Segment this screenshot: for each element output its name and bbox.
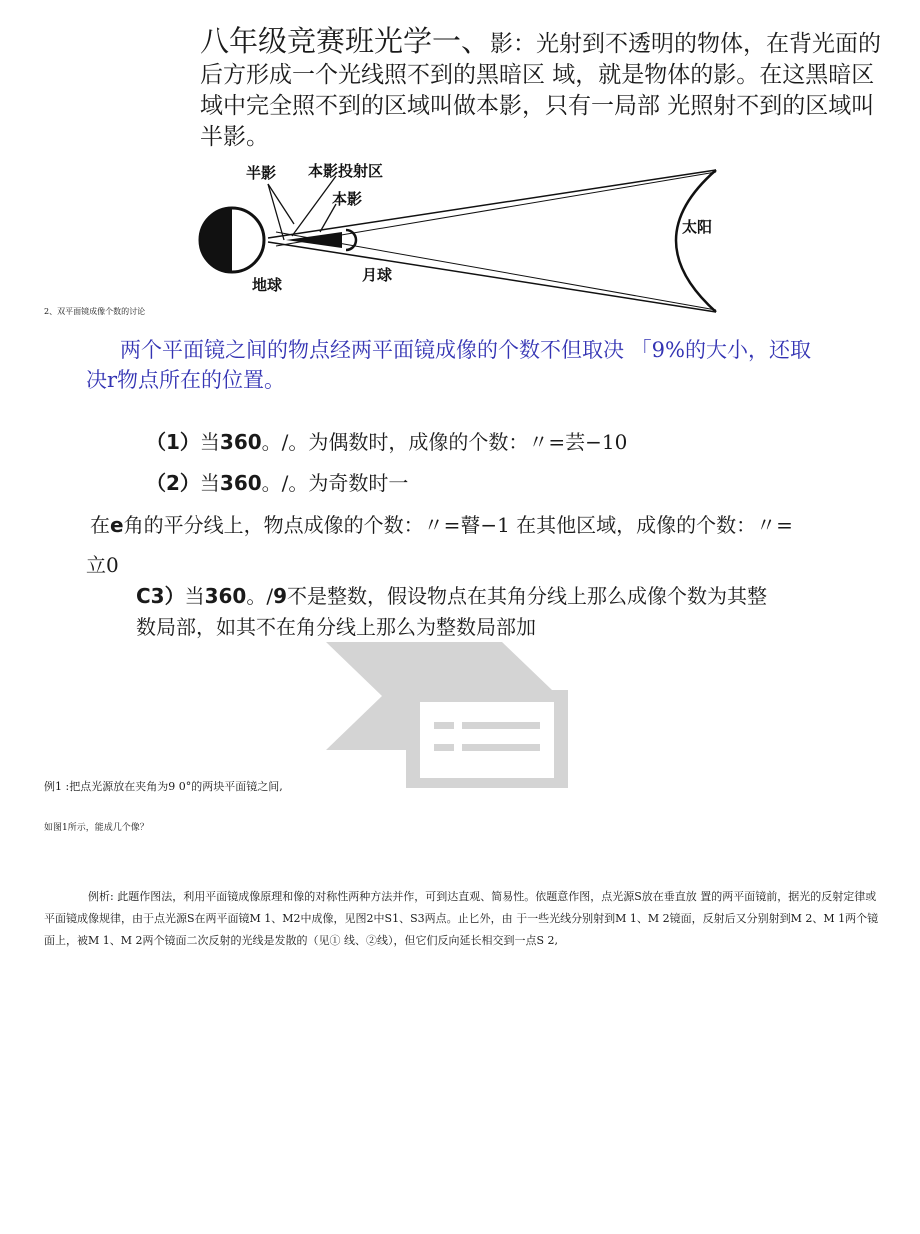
case-1-text: 。/。为偶数时，成像的个数：〃=芸−1 [261,430,615,454]
pointer-line [268,184,284,240]
case-2 [146,468,408,498]
example-prompt: 如图1所示，能成几个像？ [44,823,149,833]
case-2-line2 [90,510,793,540]
mirror-intro-line2: 决r物点所在的位置。 [86,368,286,392]
case-3-value: 360 [204,584,247,608]
case-1-value: 360 [219,430,262,454]
label-sun: 太阳 [682,218,713,236]
case-2-value: 360 [219,471,262,495]
case-3-line2: 数局部，如其不在角分线上那么为整数局部加 [136,615,536,639]
pointer-line [268,184,294,224]
case-2-line2-text: 角的平分线上，物点成像的个数：〃=瞽−1 在其他区域，成像的个数：〃= [123,513,793,537]
document-watermark-icon [322,640,572,790]
eclipse-diagram [196,160,726,320]
case-2-line2-pre: 在 [90,513,110,537]
case-3-text: 不是整数，假设物点在其角分线上那么成像个数为其整 [287,584,768,608]
case-1 [146,427,627,457]
example-question: 例1 :把点光源放在夹角为9 0°的两块平面镜之间, [44,780,283,793]
case-3-nine: 9 [273,584,288,608]
label-moon: 月球 [362,266,393,284]
mirror-intro-line1: 两个平面镜之间的物点经两平面镜成像的个数不但取决 「9%的大小，还取 [120,338,811,362]
label-penumbra: 半影 [246,164,277,182]
case-1-end: 0 [614,430,628,454]
case-3-pre: 当 [184,584,205,608]
watermark-line [462,722,540,729]
label-earth: 地球 [252,276,283,294]
example-analysis: 例析: 此题作图法，利用平面镜成像原理和像的对称性两种方法并作，可到达直观、简易性。依题意作图，点光源S放在垂直放 置的两平面镜前，据光的反射定律或平面镜成像规律，由于点光源S在两平面镜M 1、M2中成像，见图2中S1、S3两点。止匕外，由 于一些光线分别射到M 1、M 2镜面，反射后又分别射到M 2、M 1两个镜面上，被M 1、M 2两个镜面二次反射的光线是发散的（见① 线、②线），但它们反向延长相交到一点S 2, [44,890,879,947]
case-2-pre: 当 [199,471,220,495]
pointer-line [292,176,336,236]
case-3-mid: 。/ [246,584,274,608]
watermark-card-inner [420,702,554,778]
intro-paragraph [200,26,890,153]
case-3-number: C3） [136,584,185,608]
watermark-line [434,722,454,729]
case-3 [136,581,767,611]
earth-shadow-half [200,208,232,272]
case-2-number: （2） [146,471,200,495]
watermark-line [434,744,454,751]
shadow-definition: 影：光射到不透明的物体，在背光面的后方形成一个光线照不到的黑暗区 域，就是物体的影。在这黑暗区域中完全照不到的区域叫做本影，只有一局部 光照射不到的区域叫半影。 [200,31,882,150]
case-1-number: （1） [146,430,200,454]
sun-shape [676,170,716,312]
case-2-line2-e: e [110,513,124,537]
label-umbra: 本影 [332,190,363,208]
case-2-line3: 立0 [86,553,119,577]
document-title: 八年级竞赛班光学一、 [200,24,491,58]
case-2-text: 。/。为奇数时一 [261,471,409,495]
case-1-pre: 当 [199,430,220,454]
watermark-line [462,744,540,751]
label-umbra-zone: 本影投射区 [308,162,384,180]
ray-line [268,242,716,312]
section-heading: 2、双平面镜成像个数的讨论 [44,307,146,316]
